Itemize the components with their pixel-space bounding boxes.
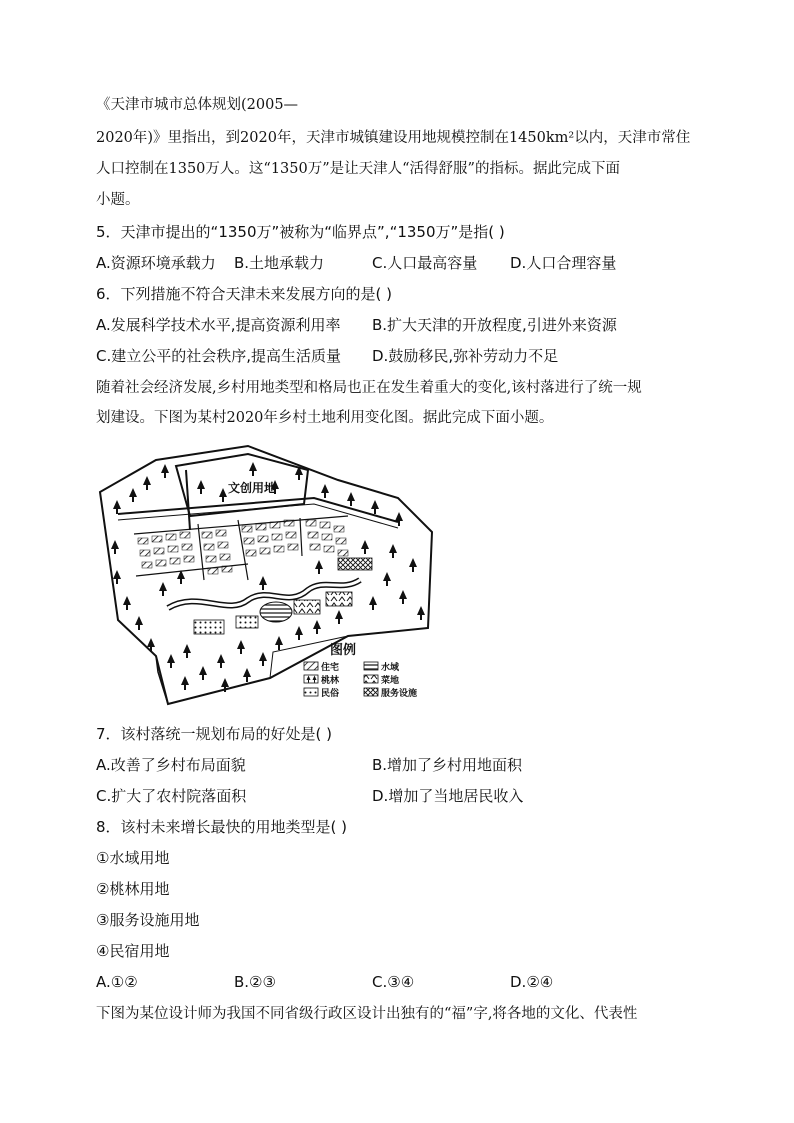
q8-option-a: A.①②: [96, 973, 138, 991]
passage1-line2: 2020年)》里指出，到2020年，天津市城镇建设用地规模控制在1450km²以内，天津市常住: [96, 130, 691, 146]
q7-option-d: D.增加了当地居民收入: [372, 787, 524, 805]
cultural-creative-area-label: 文创用地: [228, 481, 277, 495]
passage2-line2: 划建设。下图为某村2020年乡村土地利用变化图。据此完成下面小题。: [96, 410, 554, 426]
q8-item-1: ①水域用地: [96, 849, 170, 867]
q5-option-c: C.人口最高容量: [372, 254, 478, 272]
passage3-line1: 下图为某位设计师为我国不同省级行政区设计出独有的“福”字,将各地的文化、代表性: [96, 1006, 638, 1022]
q8-stem: 8．该村未来增长最快的用地类型是( ): [96, 818, 348, 836]
q8-item-3: ③服务设施用地: [96, 911, 200, 929]
legend-swatch-vegetable: [364, 675, 378, 683]
passage2-line1: 随着社会经济发展,乡村用地类型和格局也正在发生着重大的变化,该村落进行了统一规: [96, 380, 642, 396]
legend-swatch-folk: [304, 688, 318, 696]
service-facility-area: [338, 558, 372, 570]
village-land-use-map: [98, 440, 444, 708]
legend-label-water: 水域: [381, 663, 400, 673]
legend-label-folk: 民俗: [321, 689, 340, 699]
q7-option-b: B.增加了乡村用地面积: [372, 756, 523, 774]
legend-label-peach: 桃林: [321, 676, 340, 686]
passage1-line1: 《天津市城市总体规划(2005—: [96, 97, 299, 113]
passage1-line4: 小题。: [96, 192, 140, 208]
legend-swatch-housing: [304, 662, 318, 670]
q6-option-c: C.建立公平的社会秩序,提高生活质量: [96, 347, 342, 365]
q8-option-b: B.②③: [234, 973, 276, 991]
q8-option-c: C.③④: [372, 973, 415, 991]
legend-swatch-service: [364, 688, 378, 696]
q8-option-d: D.②④: [510, 973, 554, 991]
legend-title: 图例: [330, 643, 357, 658]
q7-option-a: A.改善了乡村布局面貌: [96, 756, 246, 774]
q5-option-b: B.土地承载力: [234, 254, 325, 272]
passage1-line3: 人口控制在1350万人。这“1350万”是让天津人“活得舒服”的指标。据此完成下面: [96, 161, 620, 177]
q5-option-d: D.人口合理容量: [510, 254, 617, 272]
q6-option-d: D.鼓励移民,弥补劳动力不足: [372, 347, 559, 365]
q6-option-b: B.扩大天津的开放程度,引进外来资源: [372, 316, 617, 334]
q7-stem: 7．该村落统一规划布局的好处是( ): [96, 725, 333, 743]
q5-option-a: A.资源环境承载力: [96, 254, 216, 272]
q7-option-c: C.扩大了农村院落面积: [96, 787, 247, 805]
q5-stem: 5．天津市提出的“1350万”被称为“临界点”,“1350万”是指( ): [96, 223, 505, 241]
q8-item-4: ④民宿用地: [96, 942, 170, 960]
legend-label-vegetable: 菜地: [381, 676, 400, 686]
q8-item-2: ②桃林用地: [96, 880, 170, 898]
legend-label-service: 服务设施: [381, 689, 418, 699]
legend-label-housing: 住宅: [321, 663, 340, 673]
legend-swatch-water: [364, 662, 378, 670]
q6-stem: 6．下列措施不符合天津未来发展方向的是( ): [96, 285, 393, 303]
q6-option-a: A.发展科学技术水平,提高资源利用率: [96, 316, 341, 334]
